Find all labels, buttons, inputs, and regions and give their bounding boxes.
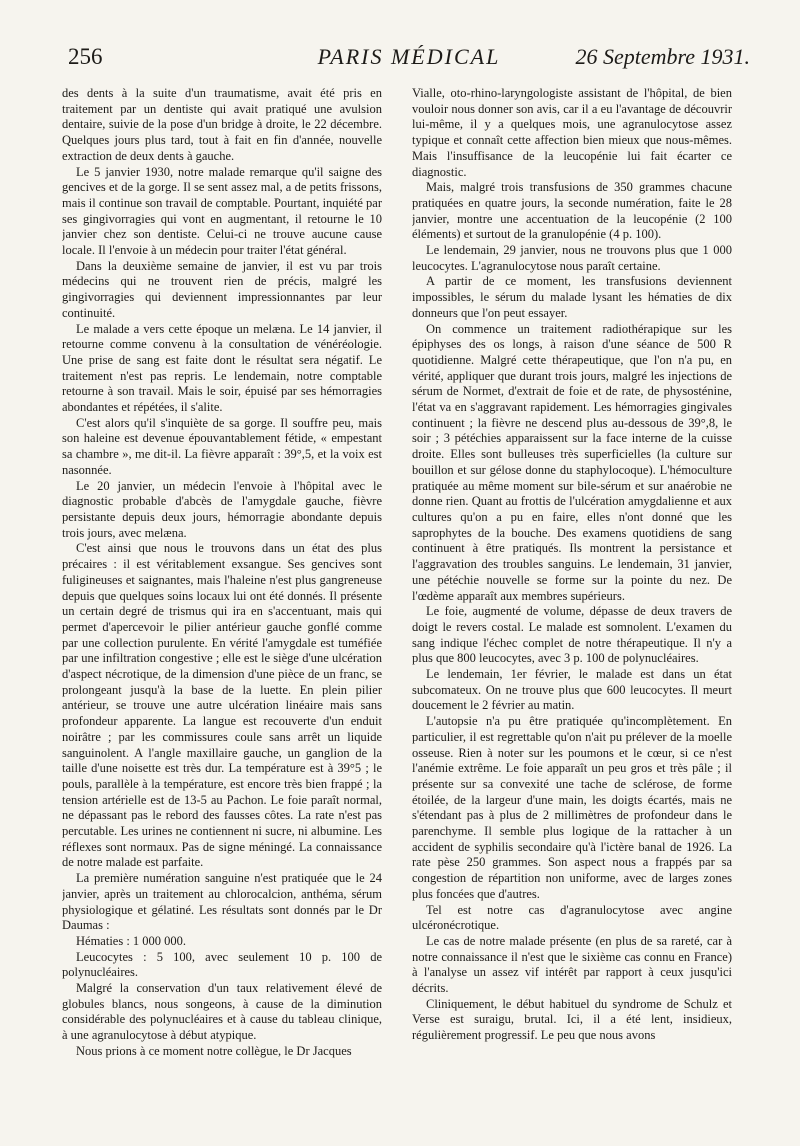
right-column bbox=[412, 86, 732, 1134]
paragraph: C'est ainsi que nous le trouvons dans un état des plus précaires : il est véritablement exsangue. Ses gencives sont fuligineuses et saignantes, mais l'haleine n'est plus gangreneuse depuis que quelques soins locaux lui ont été donnés. Il présente un certain degré de trismus qui ira en s'accentuant, mais qui permet d'apercevoir le pilier antérieur gauche gonflé comme par une collection purulente. En vérité l'amygdale est tuméfiée par une infiltration congestive ; elle est le siège d'une ulcération d'aspect nécrotique, de la dimension d'une pièce de un franc, se prolongeant jusqu'à la base de la luette. En plein pilier antérieur, se trouve une autre ulcération linéaire mais sans profondeur apparente. La langue est recouverte d'un enduit noirâtre ; par les commissures coule sans arrêt un liquide sanguinolent. A l'angle maxillaire gauche, un ganglion de la taille d'une noisette est très dur. La température est à 39°5 ; le pouls, parallèle à la température, est encore très bien frappé ; la tension artérielle est de 13-5 au Pachon. Le foie paraît normal, ne dépassant pas le rebord des fausses côtes. La rate n'est pas percutable. Les urines ne contiennent ni sucre, ni albumine. Les réflexes sont normaux. Pas de signe méningé. La connaissance de notre malade est parfaite. bbox=[62, 541, 382, 870]
left-column bbox=[62, 86, 382, 1134]
paragraph: Mais, malgré trois transfusions de 350 grammes chacune pratiquées en quatre jours, la seconde numération, faite le 28 janvier, montre une accentuation de la leucopénie (2 100 éléments) et surtout de la granulopénie (4 p. 100). bbox=[412, 180, 732, 242]
paragraph: Le 20 janvier, un médecin l'envoie à l'hôpital avec le diagnostic probable d'abcès de l'amygdale gauche, fièvre persistante depuis deux jours, hémorragie abondante depuis trois jours, avec melæna. bbox=[62, 478, 382, 540]
issue-date: 26 Septembre 1931. bbox=[575, 44, 750, 69]
paragraph: Le 5 janvier 1930, notre malade remarque qu'il saigne des gencives et de la gorge. Il se sent assez mal, a de petits frissons, mais il continue son travail de comptable. Pourtant, inquiété par ses gingivorragies qui vont en augmentant, il retourne le 10 janvier chez son dentiste. Celui-ci ne trouve aucune cause locale. Il l'envoie à un médecin pour traiter l'état général. bbox=[62, 164, 382, 258]
page-number: 256 bbox=[68, 44, 103, 69]
paragraph: Le lendemain, 29 janvier, nous ne trouvons plus que 1 000 leucocytes. L'agranulocytose nous paraît certaine. bbox=[412, 243, 732, 273]
paragraph: A partir de ce moment, les transfusions deviennent impossibles, le sérum du malade lysant les hématies de dix donneurs que l'on peut essayer. bbox=[412, 274, 732, 320]
paragraph: Le cas de notre malade présente (en plus de sa rareté, car à notre connaissance il n'est que le sixième cas connu en France) à l'analyse un assez vif intérêt par rapport à ceux jusqu'ici décrits. bbox=[412, 933, 732, 996]
paragraph: Le lendemain, 1er février, le malade est dans un état subcomateux. On ne trouve plus que 600 leucocytes. Il meurt doucement le 2 février au matin. bbox=[412, 667, 732, 713]
paragraph: L'autopsie n'a pu être pratiquée qu'incomplètement. En particulier, il est regrettable qu'on n'ait pu prélever de la moelle osseuse. Rien à noter sur les poumons et le cœur, si ce n'est l'anémie extrême. Le foie apparaît un peu gros et très pâle ; il présente sur sa convexité une tache de sclérose, de forme étoilée, de la largeur d'une main, les doigts écartés, mais ne s'étendant pas à plus de 2 millimètres de profondeur dans le parenchyme. Il semble plus logique de la rattacher à un accident de syphilis secondaire qu'à l'ictère banal de 1926. La rate pèse 250 grammes. Son aspect nous a frappés par sa congestion de répartition non uniforme, avec de larges zones plus foncées que d'autres. bbox=[412, 714, 732, 901]
journal-title: PARIS MÉDICAL bbox=[317, 44, 501, 69]
paragraph: C'est alors qu'il s'inquiète de sa gorge. Il souffre peu, mais son haleine est devenue épouvantablement fétide, « empestant sa chambre », me dit-il. La fièvre apparaît : 39°,5, et la voix est nasonnée. bbox=[62, 415, 382, 477]
paragraph: Leucocytes : 5 100, avec seulement 10 p. 100 de polynucléaires. bbox=[62, 949, 382, 980]
paragraph: Tel est notre cas d'agranulocytose avec angine ulcéronécrotique. bbox=[412, 902, 732, 933]
paragraph: La première numération sanguine n'est pratiquée que le 24 janvier, après un traitement au chlorocalcion, anthéma, sérum physiologique et gélatiné. Les résultats sont donnés par le Dr Daumas : bbox=[62, 871, 382, 933]
paragraph: Nous prions à ce moment notre collègue, le Dr Jacques bbox=[76, 1043, 352, 1058]
paragraph: On commence un traitement radiothérapique sur les épiphyses des os longs, à raison d'une séance de 500 R quotidienne. Malgré cette thérapeutique, que l'on n'a pu, en vérité, appliquer que durant trois jours, malgré les injections de sérum de Normet, d'extrait de foie et de rate, de physosténine, l'état va en s'aggravant rapidement. Les hémorragies gingivales continuent ; la fièvre ne descend plus au-dessous de 39°,8, le soir ; 3 pétéchies apparaissent sur la face interne de la cuisse droite. Elles sont bulleuses très superficielles (la culture sur bouillon et sur gélose donne du staphylocoque). L'hémoculture pratiquée au même moment sur bile-sérum et sur anaérobie ne donne rien. Quant au frottis de l'ulcération amygdalienne et aux cultures qu'on a pu en faire, elles n'ont donné que les saprophytes de la bouche. Des examens quotidiens de sang continuent à être pratiqués. Ils montrent la persistance et l'aggravation des troubles sanguins. Le lendemain, 31 janvier, une pétéchie nouvelle se forme sur la pointe du nez. De l'œdème apparaît aux membres supérieurs. bbox=[412, 321, 732, 603]
paragraph: Dans la deuxième semaine de janvier, il est vu par trois médecins qui ne trouvent rien de précis, malgré les gingivorragies qui deviennent impressionnantes par leur continuité. bbox=[62, 258, 382, 320]
paragraph: Hématies : 1 000 000. bbox=[76, 933, 187, 948]
page-header bbox=[68, 44, 750, 78]
paragraph: Vialle, oto-rhino-laryngologiste assistant de l'hôpital, de bien vouloir nous donner son avis, car il a eu l'avantage de découvrir lui-même, il y a quelques mois, une agranulocytose assez typique et connaît cette affection bien mieux que nous-mêmes. Mais l'insuffisance de la leucopénie lui fait écarter ce diagnostic. bbox=[412, 86, 732, 179]
paragraph: Le foie, augmenté de volume, dépasse de deux travers de doigt le revers costal. Le malade est somnolent. L'examen du sang indique l'échec complet de notre thérapeutique. Il n'y a plus que 800 leucocytes, avec 3 p. 100 de polynucléaires. bbox=[412, 604, 732, 666]
paragraph: Malgré la conservation d'un taux relativement élevé de globules blancs, nous songeons, à cause de la diminution considérable des polynucléaires et à cause du tableau clinique, à une agranulocytose à début atypique. bbox=[62, 981, 382, 1043]
paragraph: des dents à la suite d'un traumatisme, avait été pris en traitement par un dentiste qui avait pratiqué une avulsion dentaire, suivie de la pose d'un bridge à droite, le 22 décembre. Quelques jours plus tard, tout à fait en fin d'année, nouvelle extraction de deux dents à gauche. bbox=[62, 86, 382, 163]
paragraph: Cliniquement, le début habituel du syndrome de Schulz et Verse est suraigu, brutal. Ici, il a été lent, insidieux, régulièrement progressif. Le peu que nous avons bbox=[412, 996, 732, 1043]
paragraph: Le malade a vers cette époque un melæna. Le 14 janvier, il retourne comme convenu à la consultation de vénéréologie. Une prise de sang est faite dont le résultat sera négatif. Le traitement n'est pas repris. Le lendemain, notre comptable retourne à son travail. Mais le soir, épuisé par ses hémorragies abondantes et répétées, il s'alite. bbox=[62, 321, 382, 415]
